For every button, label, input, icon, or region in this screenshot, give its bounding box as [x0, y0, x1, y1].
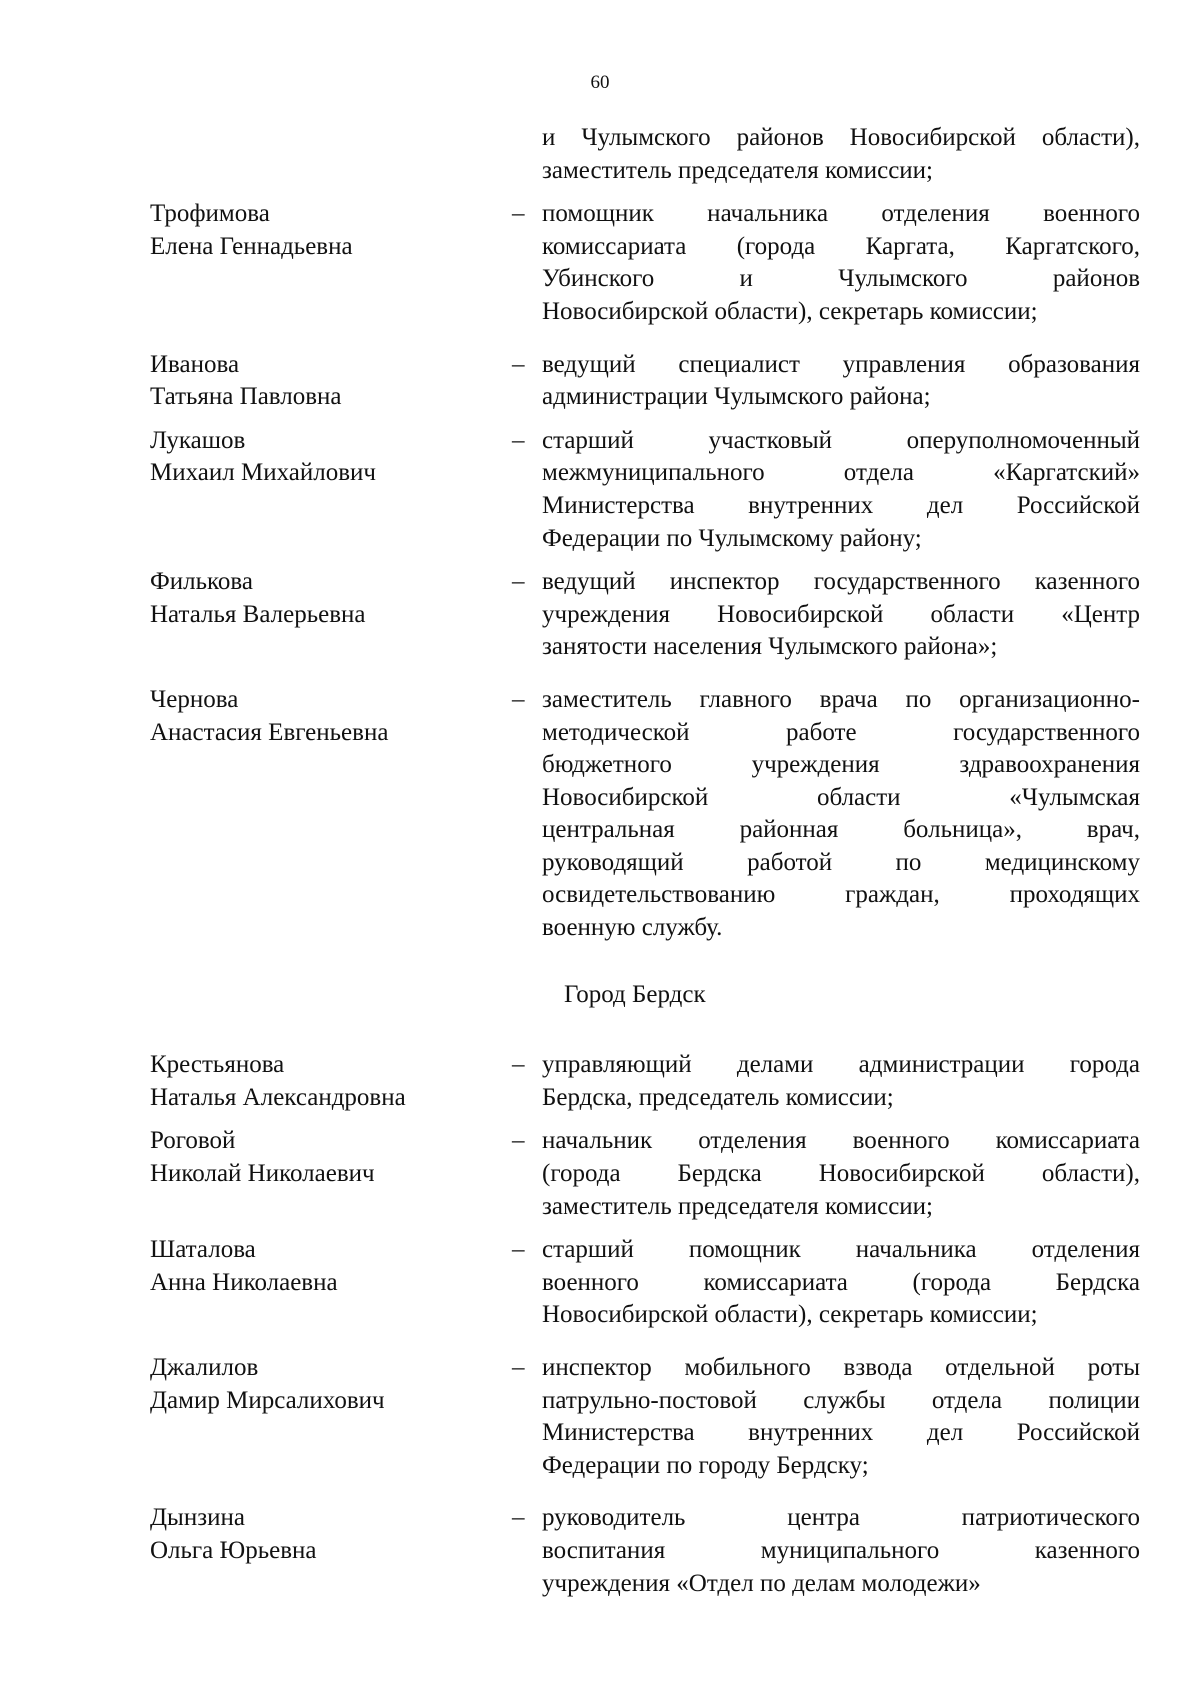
- member-position: [542, 684, 1140, 945]
- member-name: [150, 349, 512, 414]
- member-name: [150, 566, 512, 664]
- desc-line: руководитель центра патриотического: [542, 1504, 1140, 1532]
- member-given-names: Елена Геннадьевна: [150, 232, 353, 260]
- dash-separator: –: [512, 1354, 525, 1381]
- member-surname: Филькова: [150, 568, 253, 596]
- desc-line: Новосибирской области), секретарь комиссии;: [542, 1301, 1038, 1329]
- dash-separator: –: [512, 1127, 525, 1155]
- member-given-names: Анастасия Евгеньевна: [150, 718, 389, 746]
- desc-line: заместитель председателя комиссии;: [542, 156, 934, 184]
- dash-separator: –: [512, 1504, 525, 1532]
- member-entry: [150, 349, 1145, 414]
- member-position: [542, 349, 1140, 414]
- member-position: [542, 1125, 1140, 1223]
- desc-line: Новосибирской области «Чулымская: [542, 783, 1140, 811]
- member-entry: [150, 684, 1145, 945]
- desc-line: Бердска, председатель комиссии;: [542, 1083, 894, 1111]
- desc-line: комиссариата (города Каргата, Каргатского,: [542, 232, 1140, 260]
- desc-line: освидетельствованию граждан, проходящих: [542, 881, 1140, 909]
- desc-line: центральная районная больница», врач,: [542, 816, 1140, 844]
- desc-line: начальник отделения военного комиссариата: [542, 1127, 1140, 1155]
- member-surname: Крестьянова: [150, 1051, 285, 1079]
- desc-line: и Чулымского районов Новосибирской области),: [542, 124, 1140, 151]
- desc-line: патрульно-постовой службы отдела полиции: [542, 1386, 1140, 1414]
- member-list-berdsk: [150, 1049, 1145, 1600]
- member-given-names: Николай Николаевич: [150, 1160, 375, 1188]
- member-entry: [150, 566, 1145, 664]
- desc-line: бюджетного учреждения здравоохранения: [542, 751, 1140, 779]
- desc-line: учреждения Новосибирской области «Центр: [542, 600, 1140, 628]
- dash-separator: –: [512, 685, 525, 713]
- member-position: [542, 1352, 1140, 1482]
- member-entry: [150, 1234, 1145, 1332]
- member-name: [150, 1234, 512, 1332]
- member-name: [150, 1125, 512, 1223]
- desc-line: Новосибирской области), секретарь комиссии;: [542, 297, 1038, 325]
- desc-line: занятости населения Чулымского района»;: [542, 633, 998, 661]
- member-entry: [150, 198, 1145, 328]
- member-surname: Чернова: [150, 685, 239, 713]
- desc-line: Министерства внутренних дел Российской: [542, 491, 1140, 519]
- desc-line: администрации Чулымского района;: [542, 383, 931, 411]
- page-number: 60: [590, 72, 610, 93]
- member-entry: [150, 1125, 1145, 1223]
- desc-line: ведущий инспектор государственного казенного: [542, 568, 1140, 596]
- desc-line: межмуниципального отдела «Каргатский»: [542, 459, 1140, 487]
- member-surname: Шаталова: [150, 1236, 256, 1264]
- member-name: [150, 1049, 512, 1114]
- member-entry: [150, 1352, 1145, 1482]
- member-position: [542, 1234, 1140, 1332]
- desc-line: (города Бердска Новосибирской области),: [542, 1160, 1140, 1188]
- desc-line: военную службу.: [542, 914, 723, 942]
- name-column-empty: [150, 122, 512, 187]
- desc-line: заместитель главного врача по организационно-: [542, 685, 1140, 713]
- member-given-names: Татьяна Павловна: [150, 383, 342, 411]
- member-given-names: Дамир Мирсалихович: [150, 1386, 385, 1414]
- member-name: [150, 198, 512, 328]
- continuation-text: [542, 122, 1140, 187]
- dash-separator: –: [512, 200, 525, 228]
- desc-line: ведущий специалист управления образования: [542, 350, 1140, 378]
- member-surname: Иванова: [150, 350, 240, 378]
- continuation-entry: [150, 122, 1145, 187]
- member-position: [542, 1049, 1140, 1114]
- desc-line: старший участковый оперуполномоченный: [542, 426, 1140, 454]
- desc-line: методической работе государственного: [542, 718, 1140, 746]
- desc-line: инспектор мобильного взвода отдельной роты: [542, 1354, 1140, 1381]
- member-entry: [150, 425, 1145, 555]
- member-position: [542, 1502, 1140, 1600]
- member-list-chulym: [150, 198, 1145, 944]
- member-surname: Джалилов: [150, 1354, 259, 1381]
- member-given-names: Михаил Михайлович: [150, 459, 376, 487]
- dash-separator: –: [512, 1051, 525, 1079]
- dash-separator: –: [512, 568, 525, 596]
- desc-line: управляющий делами администрации города: [542, 1051, 1140, 1079]
- member-name: [150, 1502, 512, 1600]
- desc-line: Убинского и Чулымского районов: [542, 265, 1140, 293]
- member-name: [150, 425, 512, 555]
- member-surname: Лукашов: [150, 426, 246, 454]
- desc-line: Министерства внутренних дел Российской: [542, 1419, 1140, 1447]
- member-given-names: Ольга Юрьевна: [150, 1536, 317, 1564]
- member-surname: Роговой: [150, 1127, 236, 1155]
- member-position: [542, 566, 1140, 664]
- member-position: [542, 198, 1140, 328]
- desc-line: руководящий работой по медицинскому: [542, 848, 1140, 876]
- desc-line: Федерации по городу Бердску;: [542, 1451, 869, 1479]
- desc-line: военного комиссариата (города Бердска: [542, 1268, 1140, 1296]
- member-position: [542, 425, 1140, 555]
- dash-separator: –: [512, 350, 525, 378]
- member-surname: Дынзина: [150, 1504, 245, 1532]
- member-name: [150, 1352, 512, 1482]
- member-entry: [150, 1502, 1145, 1600]
- desc-line: воспитания муниципального казенного: [542, 1536, 1140, 1564]
- dash-separator: –: [512, 426, 525, 454]
- desc-line: помощник начальника отделения военного: [542, 200, 1140, 228]
- member-given-names: Анна Николаевна: [150, 1268, 338, 1296]
- member-given-names: Наталья Александровна: [150, 1083, 406, 1111]
- section-title: Город Бердск: [564, 980, 706, 1008]
- desc-line: учреждения «Отдел по делам молодежи»: [542, 1569, 981, 1597]
- dash-separator: –: [512, 1236, 525, 1264]
- desc-line: заместитель председателя комиссии;: [542, 1192, 934, 1220]
- member-name: [150, 684, 512, 945]
- desc-line: старший помощник начальника отделения: [542, 1236, 1140, 1264]
- member-given-names: Наталья Валерьевна: [150, 600, 366, 628]
- member-surname: Трофимова: [150, 200, 270, 228]
- member-entry: [150, 1049, 1145, 1114]
- document-body: [150, 122, 1145, 1600]
- desc-line: Федерации по Чулымскому району;: [542, 524, 922, 552]
